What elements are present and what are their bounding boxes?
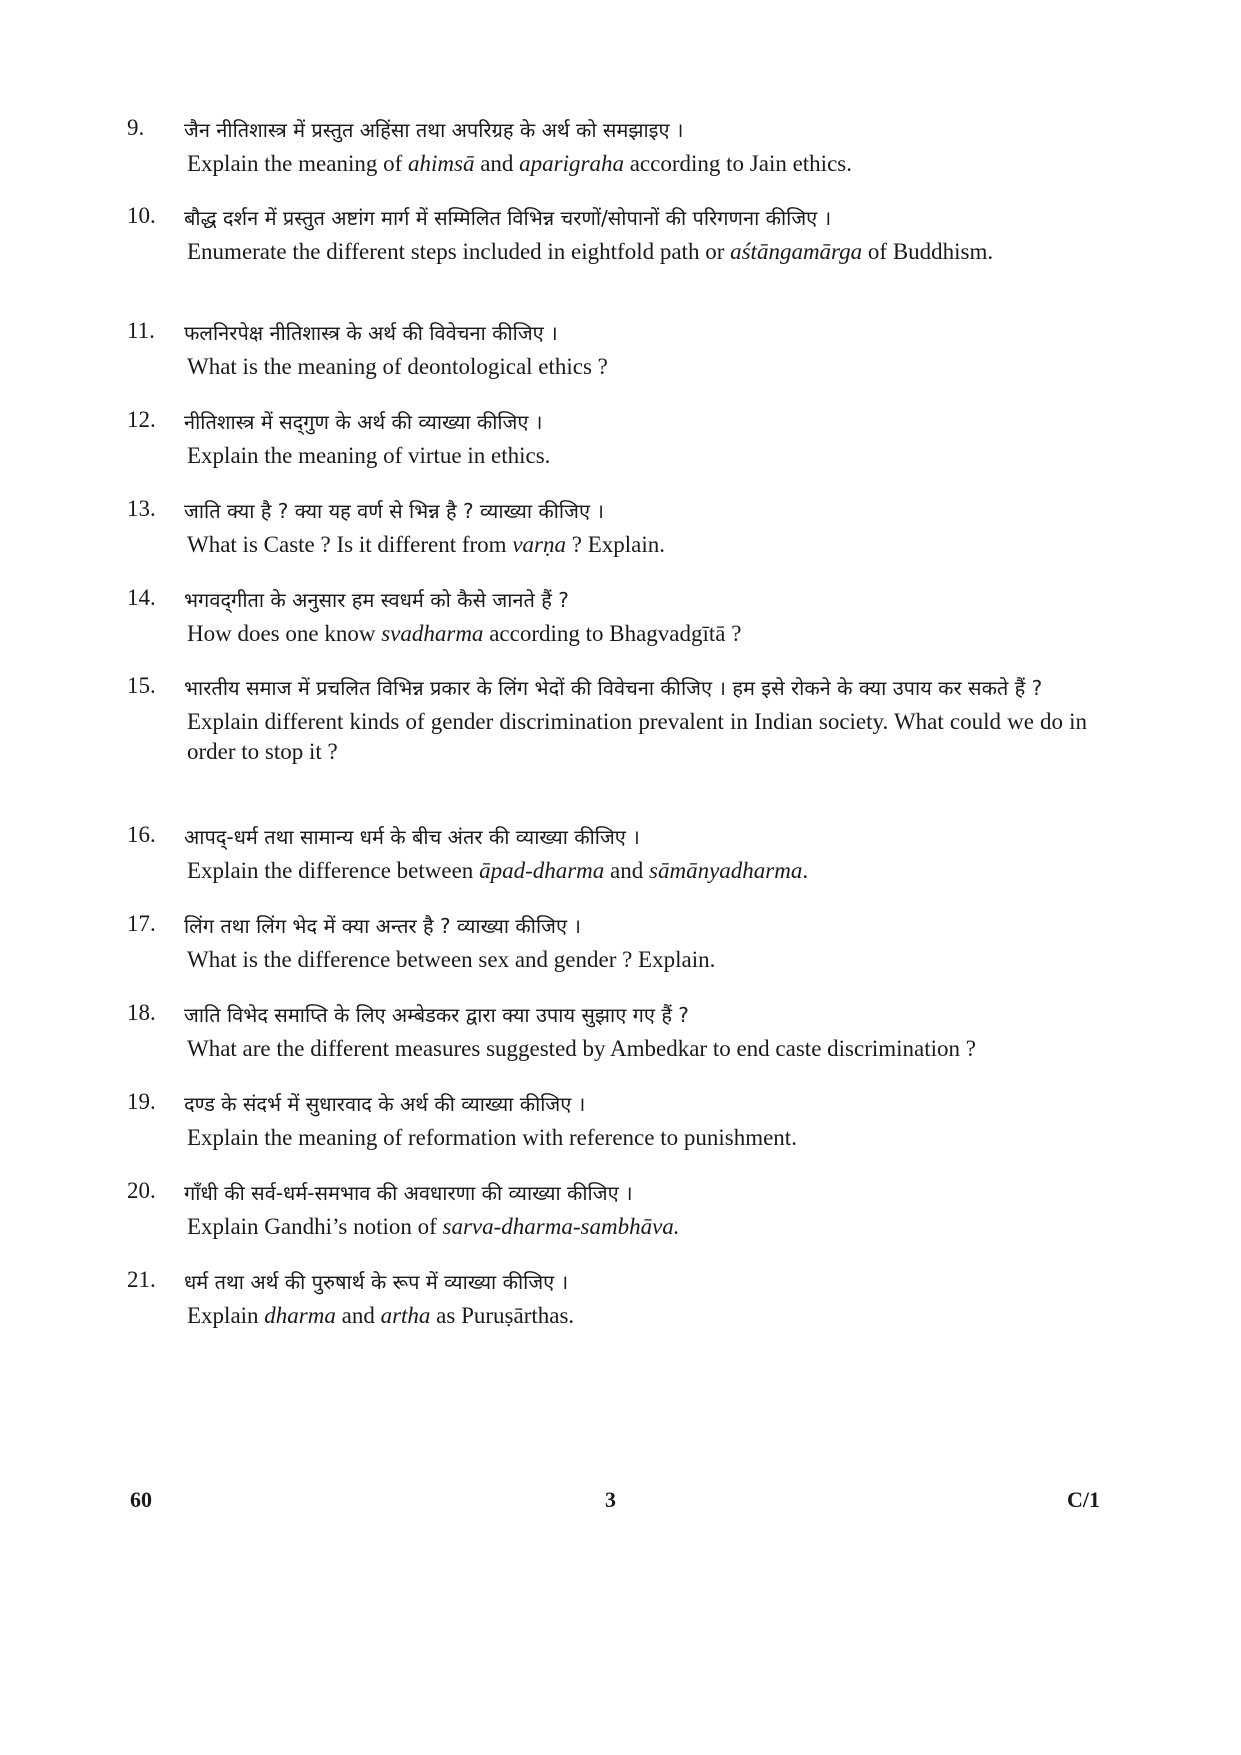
question-text-english xyxy=(187,1123,1087,1153)
text-run: How does one know xyxy=(187,621,382,646)
question-text-english xyxy=(187,530,1087,560)
question-text-hindi: जाति क्या है ? क्या यह वर्ण से भिन्न है ? व्याख्या कीजिए । xyxy=(184,499,604,523)
text-run: What are the different measures suggested by Ambedkar to end caste discrimination ? xyxy=(187,1036,976,1061)
question-text-english xyxy=(187,856,1087,886)
question-10 xyxy=(127,201,1107,267)
text-run: Explain xyxy=(187,1303,265,1328)
question-text-english xyxy=(187,149,1087,179)
text-run: according to Bhagvadgītā ? xyxy=(483,621,742,646)
text-run: Enumerate the different steps included in eightfold path or xyxy=(187,239,731,264)
text-run: Explain the meaning of virtue in ethics. xyxy=(187,443,551,468)
italic-term: artha xyxy=(380,1303,431,1328)
question-text-english xyxy=(187,352,1087,382)
italic-term: aparigraha xyxy=(519,151,624,176)
footer-page-number: 3 xyxy=(605,1487,616,1512)
question-text-english xyxy=(187,707,1087,767)
question-number: 17. xyxy=(127,911,156,936)
question-20 xyxy=(127,1176,1107,1242)
text-run: and xyxy=(474,151,520,176)
question-text-english xyxy=(187,1301,1087,1331)
text-run: Explain the difference between xyxy=(187,858,480,883)
question-number: 20. xyxy=(127,1178,156,1203)
question-text-english xyxy=(187,237,1087,267)
question-19 xyxy=(127,1087,1107,1153)
question-number: 11. xyxy=(127,318,155,343)
question-text-english xyxy=(187,1034,1117,1064)
question-15 xyxy=(127,671,1107,767)
question-number: 18. xyxy=(127,1000,156,1025)
italic-term: dharma xyxy=(264,1303,336,1328)
text-run: and xyxy=(604,858,650,883)
text-run: and xyxy=(335,1303,381,1328)
question-text-hindi: बौद्ध दर्शन में प्रस्तुत अष्टांग मार्ग में सम्मिलित विभिन्न चरणों/सोपानों की परिगणना कीजिए । xyxy=(184,206,832,230)
question-17 xyxy=(127,909,1107,975)
question-16 xyxy=(127,820,1107,886)
question-number: 21. xyxy=(127,1267,156,1292)
text-run: Explain different kinds of gender discrimination prevalent in Indian society. What could we do in order to stop it ? xyxy=(187,709,1087,764)
question-number: 14. xyxy=(127,585,156,610)
text-run: What is Caste ? Is it different from xyxy=(187,532,513,557)
italic-term: ahimsā xyxy=(408,151,475,176)
question-number: 15. xyxy=(127,673,156,698)
question-text-hindi: आपद्-धर्म तथा सामान्य धर्म के बीच अंतर की व्याख्या कीजिए । xyxy=(184,825,640,849)
question-text-hindi: जाति विभेद समाप्ति के लिए अम्बेडकर द्वारा क्या उपाय सुझाए गए हैं ? xyxy=(184,1003,689,1027)
text-run: What is the difference between sex and gender ? Explain. xyxy=(187,947,716,972)
italic-term: svadharma xyxy=(381,621,484,646)
italic-term: varṇa xyxy=(512,532,566,557)
italic-term: sarva-dharma-sambhāva. xyxy=(442,1214,680,1239)
question-number: 19. xyxy=(127,1089,156,1114)
question-18 xyxy=(127,998,1107,1064)
text-run: according to Jain ethics. xyxy=(623,151,852,176)
italic-term: āpad-dharma xyxy=(479,858,605,883)
question-11 xyxy=(127,316,1107,382)
question-text-hindi: गाँधी की सर्व-धर्म-समभाव की अवधारणा की व्याख्या कीजिए । xyxy=(184,1181,633,1205)
question-number: 10. xyxy=(127,203,156,228)
question-text-english xyxy=(187,1212,1087,1242)
text-run: as Puruṣārthas. xyxy=(430,1303,575,1328)
question-21 xyxy=(127,1265,1107,1331)
question-text-english xyxy=(187,619,1087,649)
italic-term: aśtāngamārga xyxy=(730,239,863,264)
question-text-hindi: दण्ड के संदर्भ में सुधारवाद के अर्थ की व्याख्या कीजिए । xyxy=(184,1092,586,1116)
text-run: of Buddhism. xyxy=(862,239,994,264)
text-run: Explain Gandhi’s notion of xyxy=(187,1214,443,1239)
question-text-hindi: फलनिरपेक्ष नीतिशास्त्र के अर्थ की विवेचना कीजिए । xyxy=(184,321,558,345)
question-text-hindi: धर्म तथा अर्थ की पुरुषार्थ के रूप में व्याख्या कीजिए । xyxy=(184,1270,569,1294)
text-run: What is the meaning of deontological ethics ? xyxy=(187,354,608,379)
question-number: 9. xyxy=(127,115,145,140)
question-9 xyxy=(127,113,1107,179)
question-text-english xyxy=(187,945,1087,975)
footer-set-code: C/1 xyxy=(1067,1487,1100,1512)
footer-paper-code: 60 xyxy=(130,1487,152,1512)
text-run: ? Explain. xyxy=(566,532,665,557)
text-run: Explain the meaning of xyxy=(187,151,408,176)
question-12 xyxy=(127,405,1107,471)
question-14 xyxy=(127,583,1107,649)
question-text-hindi: नीतिशास्त्र में सद्‌गुण के अर्थ की व्याख्या कीजिए । xyxy=(184,410,543,434)
question-number: 13. xyxy=(127,496,156,521)
question-text-hindi: भारतीय समाज में प्रचलित विभिन्न प्रकार के लिंग भेदों की विवेचना कीजिए । हम इसे रोकने के क्या उपाय कर सकते हैं ? xyxy=(184,676,1043,700)
question-number: 16. xyxy=(127,822,156,847)
question-text-hindi: भगवद्‌गीता के अनुसार हम स्वधर्म को कैसे जानते हैं ? xyxy=(184,588,569,612)
italic-term: sāmānyadharma xyxy=(649,858,803,883)
question-13 xyxy=(127,494,1107,560)
question-text-hindi: लिंग तथा लिंग भेद में क्या अन्तर है ? व्याख्या कीजिए । xyxy=(184,914,581,938)
question-number: 12. xyxy=(127,407,156,432)
question-text-english xyxy=(187,441,1087,471)
text-run: . xyxy=(802,858,809,883)
question-text-hindi: जैन नीतिशास्त्र में प्रस्तुत अहिंसा तथा अपरिग्रह के अर्थ को समझाइए । xyxy=(184,118,684,142)
text-run: Explain the meaning of reformation with reference to punishment. xyxy=(187,1125,797,1150)
